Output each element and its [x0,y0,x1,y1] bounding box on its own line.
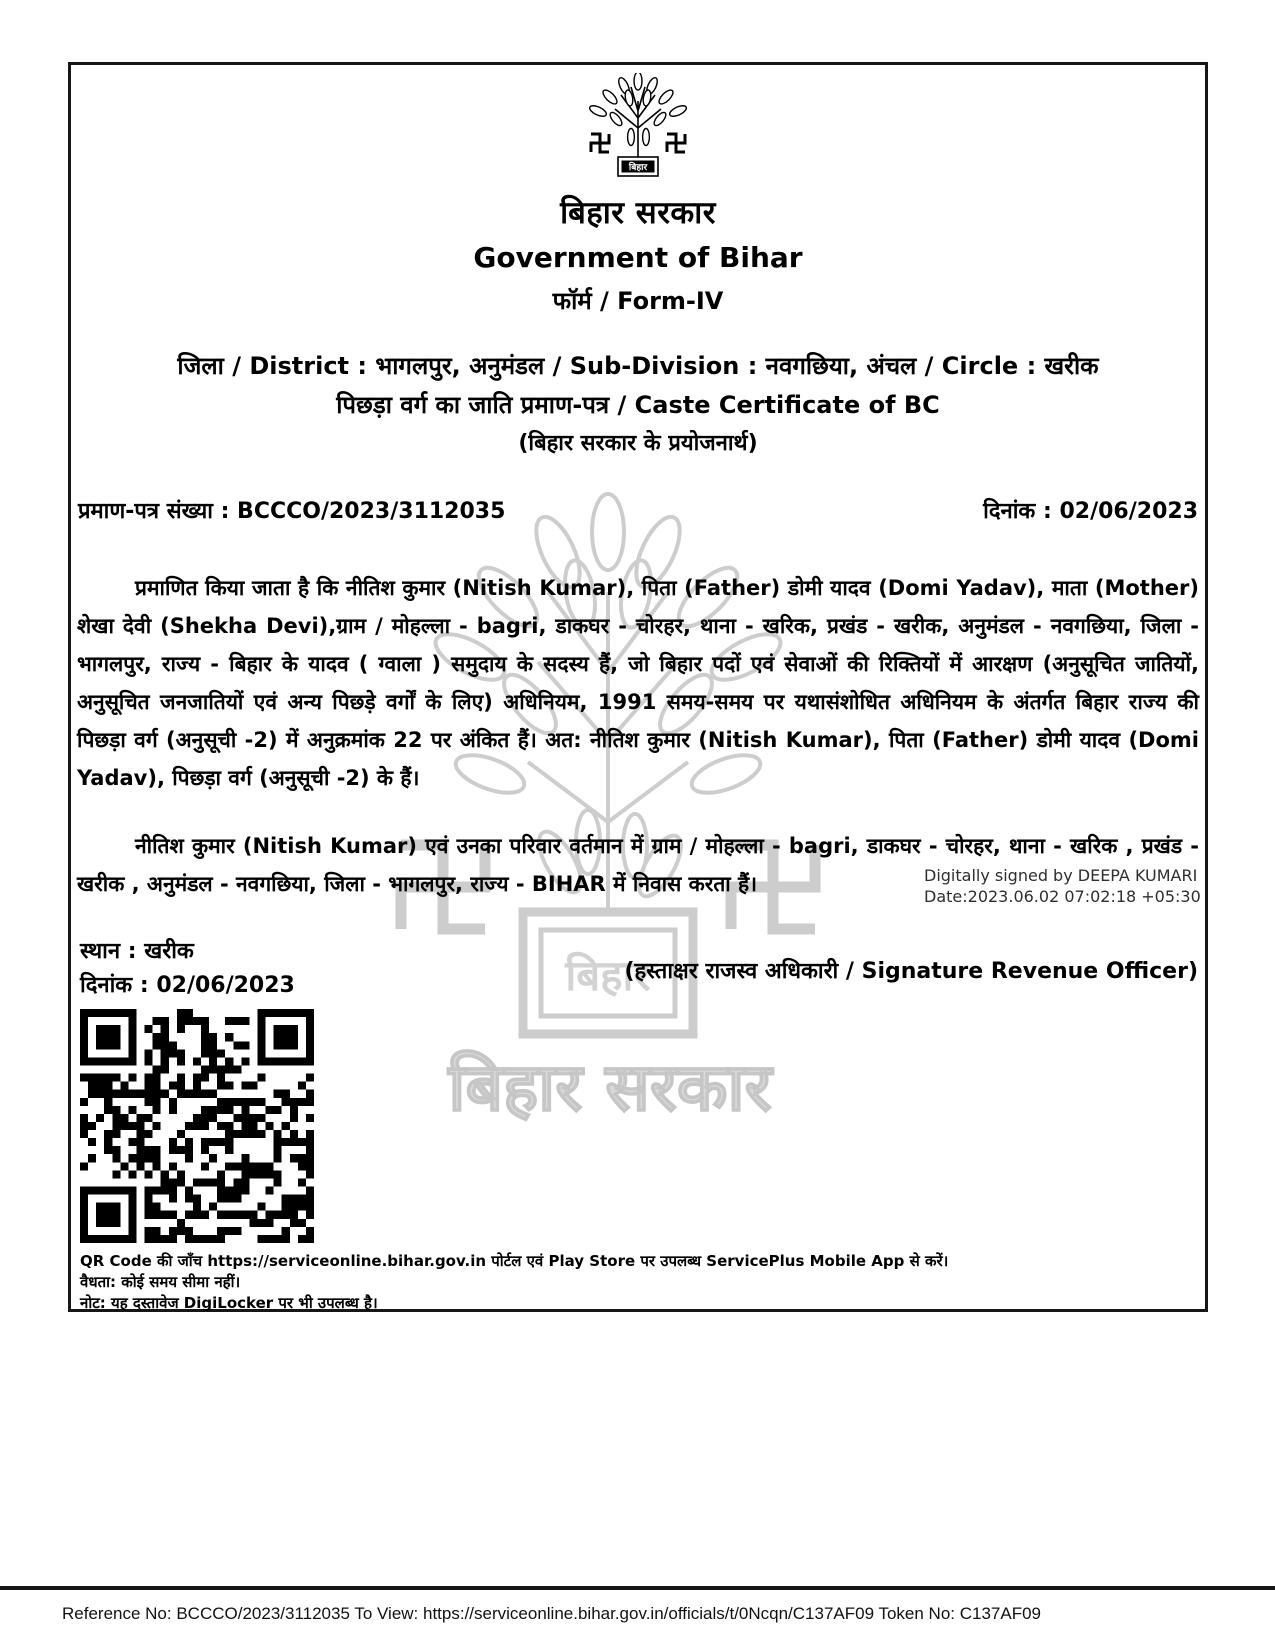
note-validity: वैधता: कोई समय सीमा नहीं। [80,1273,241,1291]
qr-code [80,1009,314,1243]
date-value: 02/06/2023 [156,973,295,998]
place-label: स्थान : [80,939,137,964]
digital-signature-line-1: Digitally signed by DEEPA KUMARI [924,866,1198,885]
certificate-title-line: पिछड़ा वर्ग का जाति प्रमाण-पत्र / Caste Certificate of BC [336,391,940,419]
government-title-english: Government of Bihar [473,241,803,274]
district-subdivision-circle-line: जिला / District : भागलपुर, अनुमंडल / Sub-Division : नवगछिया, अंचल / Circle : खरीक [177,352,1099,380]
certificate-body-paragraph-2: नीतिश कुमार (Nitish Kumar) एवं उनका परिवार वर्तमान में ग्राम / मोहल्ला - bagri, डाकघर - चोरहर, थाना - खरिक , प्रखंड - खरीक , अनुमंडल - नवगछिया, जिला - भागलपुर, राज्य - BIHAR में निवास करता हैं। [77,834,1199,896]
purpose-line: (बिहार सरकार के प्रयोजनार्थ) [518,431,758,456]
certificate-number-label: प्रमाण-पत्र संख्या : [78,499,230,524]
note-digilocker: नोट: यह दस्तावेज DigiLocker पर भी उपलब्ध है। [80,1294,378,1312]
date-line [80,969,295,999]
place-value: खरीक [144,939,194,964]
certificate-meta-row [71,495,1205,525]
issue-date-label: दिनांक : [983,499,1052,524]
footer-divider [0,1586,1275,1590]
emblem-seal [618,157,658,176]
footer-notes [80,1251,948,1314]
certificate-number-value: BCCCO/2023/3112035 [237,499,506,524]
certificate-frame [68,62,1208,1312]
watermark-seal-text: बिहार [565,951,651,1000]
certificate-number [78,495,505,525]
digital-signature-line-2: Date:2023.06.02 07:02:18 +05:30 [924,887,1201,906]
reference-footer-line: Reference No: BCCCO/2023/3112035 To View: https://serviceonline.bihar.gov.in/officials/t/0Ncqn/C137AF09 Token No: C137AF09 [62,1604,1042,1623]
issue-date [983,495,1198,525]
note-qr-verification: QR Code की जाँच https://serviceonline.bihar.gov.in पोर्टल एवं Play Store पर उपलब्ध ServicePlus Mobile App से करें। [80,1252,949,1270]
bihar-government-emblem-icon [558,73,718,177]
issue-date-value: 02/06/2023 [1059,499,1198,524]
date-label: दिनांक : [80,973,149,998]
digital-signature-block [924,865,1201,907]
place-line [80,935,194,965]
watermark-text: बिहार सरकार [448,1049,772,1126]
revenue-officer-signature-caption: (हस्ताक्षर राजस्व अधिकारी / Signature Revenue Officer) [624,959,1198,984]
form-number-line: फॉर्म / Form-IV [552,287,724,315]
certificate-body-paragraph-1: प्रमाणित किया जाता है कि नीतिश कुमार (Nitish Kumar), पिता (Father) डोमी यादव (Domi Yadav), माता (Mother) शेखा देवी (Shekha Devi),ग्राम / मोहल्ला - bagri, डाकघर - चोरहर, थाना - खरिक, प्रखंड - खरीक, अनुमंडल - नवगछिया, जिला - भागलपुर, राज्य - बिहार के यादव ( ग्वाला ) समुदाय के सदस्य हैं, जो बिहार पदों एवं सेवाओं की रिक्तियों में आरक्षण (अनुसूचित जातियों, अनुसूचित जनजातियों एवं अन्य पिछड़े वर्गों के लिए) अधिनियम, 1991 समय-समय पर यथासंशोधित अधिनियम के अंतर्गत बिहार राज्य की पिछड़ा वर्ग (अनुसूची -2) में अनुक्रमांक 22 पर अंकित हैं। अत: नीतिश कुमार (Nitish Kumar), पिता (Father) डोमी यादव (Domi Yadav), पिछड़ा वर्ग (अनुसूची -2) के हैं। [77,576,1199,790]
emblem-seal-text: बिहार [628,163,648,173]
government-title-hindi: बिहार सरकार [560,195,716,231]
